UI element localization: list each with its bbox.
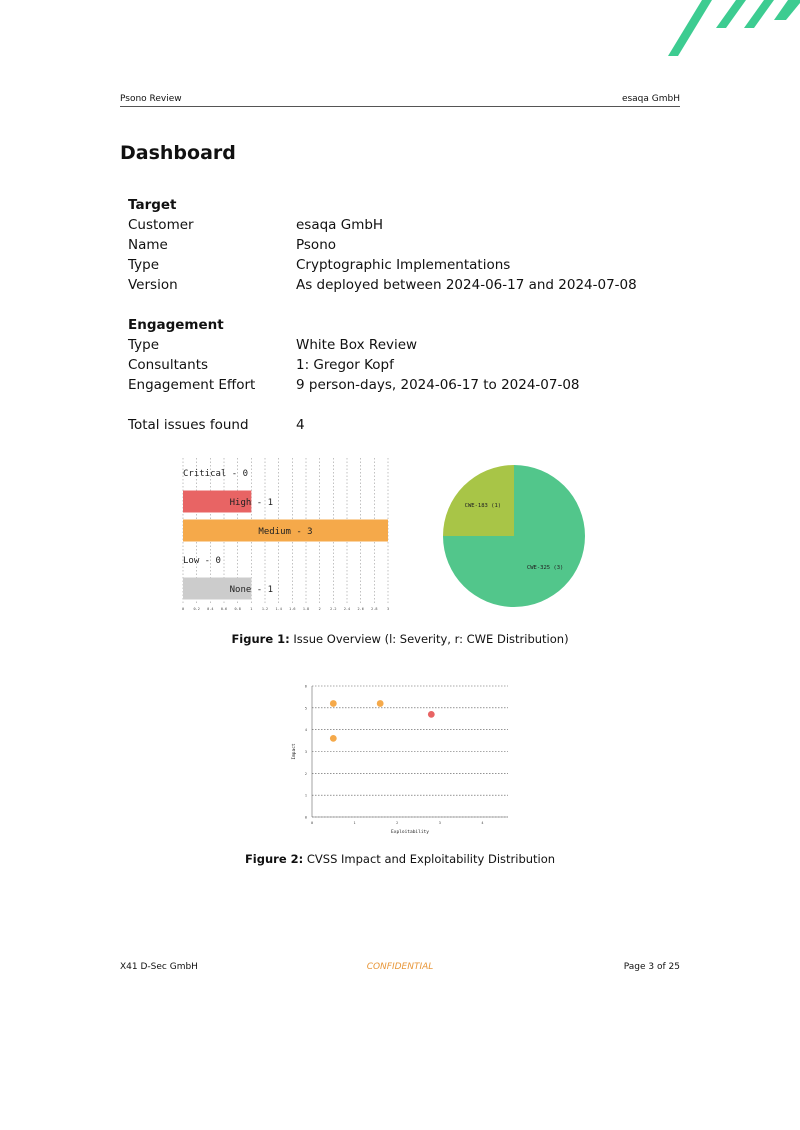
bar-x-tick: 3 bbox=[386, 607, 390, 611]
scatter-y-tick: 1 bbox=[304, 793, 307, 798]
target-row-version bbox=[128, 275, 668, 295]
engagement-heading: Engagement bbox=[128, 317, 224, 333]
target-row-type bbox=[128, 255, 668, 275]
total-issues-row bbox=[128, 415, 668, 435]
row-value: As deployed between 2024-06-17 and 2024-07-08 bbox=[296, 277, 637, 293]
row-value: Cryptographic Implementations bbox=[296, 257, 511, 273]
bar-x-tick: 2.2 bbox=[330, 607, 337, 611]
figure-2-scatter bbox=[285, 680, 515, 840]
bar-label-medium: Medium - 3 bbox=[258, 527, 313, 537]
row-value: Psono bbox=[296, 237, 337, 253]
scatter-x-tick: 0 bbox=[310, 821, 314, 825]
pie-label-1: CWE-183 (1) bbox=[464, 502, 502, 509]
figure-1-number: Figure 1: bbox=[231, 632, 290, 646]
scatter-point-2 bbox=[428, 711, 435, 718]
scatter-y-tick: 2 bbox=[304, 771, 307, 776]
bar-x-tick: 0.4 bbox=[207, 607, 214, 611]
row-value: 9 person-days, 2024-06-17 to 2024-07-08 bbox=[296, 377, 580, 393]
figure-1-charts bbox=[175, 455, 595, 620]
scatter-point-1 bbox=[377, 700, 384, 707]
bar-label-low: Low - 0 bbox=[183, 556, 221, 566]
bar-x-tick: 1 bbox=[250, 607, 253, 611]
bar-x-tick: 1.6 bbox=[289, 607, 296, 611]
bar-x-tick: 1.2 bbox=[261, 607, 269, 611]
bar-label-high: High - 1 bbox=[229, 498, 274, 508]
bar-x-tick: 0.8 bbox=[234, 607, 241, 611]
footer-page-number: Page 3 of 25 bbox=[623, 962, 680, 972]
scatter-point-0 bbox=[330, 700, 337, 707]
footer-left: X41 D-Sec GmbH bbox=[120, 962, 198, 972]
row-value: esaqa GmbH bbox=[296, 217, 384, 233]
scatter-y-label: Impact bbox=[292, 743, 297, 760]
bar-x-tick: 2.4 bbox=[343, 607, 351, 611]
row-label: Consultants bbox=[128, 357, 209, 373]
bar-x-tick: 0.2 bbox=[193, 607, 200, 611]
target-heading: Target bbox=[128, 197, 177, 213]
row-value: 1: Gregor Kopf bbox=[296, 357, 394, 373]
bar-x-tick: 2.6 bbox=[357, 607, 364, 611]
engagement-row-effort bbox=[128, 375, 668, 395]
row-label: Customer bbox=[128, 217, 194, 233]
scatter-y-tick: 6 bbox=[304, 684, 307, 689]
header-right: esaqa GmbH bbox=[621, 94, 680, 104]
brand-slashes-logo bbox=[640, 0, 800, 60]
header-left: Psono Review bbox=[120, 94, 182, 104]
scatter-x-tick: 1 bbox=[353, 821, 356, 825]
footer-confidential: CONFIDENTIAL bbox=[366, 962, 434, 972]
row-value: White Box Review bbox=[296, 337, 418, 353]
scatter-point-3 bbox=[330, 735, 337, 742]
row-label: Version bbox=[128, 277, 178, 293]
engagement-row-consultants bbox=[128, 355, 668, 375]
bar-label-critical: Critical - 0 bbox=[183, 469, 249, 479]
scatter-y-tick: 3 bbox=[304, 750, 307, 754]
row-label: Type bbox=[128, 337, 160, 353]
target-row-customer bbox=[128, 215, 668, 235]
row-label: Type bbox=[128, 257, 160, 273]
scatter-x-label: Exploitability bbox=[391, 830, 429, 835]
pie-slice-1 bbox=[443, 465, 514, 536]
pie-label-0: CWE-325 (3) bbox=[526, 565, 564, 572]
bar-x-tick: 0.6 bbox=[220, 607, 228, 611]
scatter-x-tick: 2 bbox=[396, 821, 399, 825]
scatter-y-tick: 5 bbox=[304, 706, 307, 711]
total-issues-value: 4 bbox=[296, 417, 305, 433]
bar-x-tick: 2.8 bbox=[371, 607, 378, 611]
bar-label-none: None - 1 bbox=[229, 585, 274, 595]
bar-x-tick: 2 bbox=[318, 607, 321, 611]
bar-x-tick: 0 bbox=[181, 607, 185, 611]
bar-x-tick: 1.8 bbox=[302, 607, 310, 611]
total-issues-label: Total issues found bbox=[128, 417, 249, 433]
page-title: Dashboard bbox=[120, 142, 236, 164]
scatter-y-tick: 0 bbox=[304, 815, 307, 820]
figure-2-text: CVSS Impact and Exploitability Distribution bbox=[303, 852, 556, 866]
row-label: Name bbox=[128, 237, 168, 253]
target-row-name bbox=[128, 235, 668, 255]
header-divider bbox=[120, 106, 680, 107]
scatter-x-tick: 4 bbox=[481, 821, 484, 825]
row-label: Engagement Effort bbox=[128, 377, 256, 393]
figure-1-caption bbox=[0, 632, 800, 646]
scatter-x-tick: 3 bbox=[438, 821, 441, 825]
figure-2-number: Figure 2: bbox=[244, 852, 304, 866]
figure-2-caption bbox=[0, 852, 800, 866]
dashboard-info bbox=[128, 195, 668, 435]
figure-1-text: Issue Overview (l: Severity, r: CWE Distribution) bbox=[289, 632, 569, 646]
scatter-y-tick: 4 bbox=[304, 728, 307, 733]
engagement-row-type bbox=[128, 335, 668, 355]
bar-x-tick: 1.4 bbox=[275, 607, 282, 611]
